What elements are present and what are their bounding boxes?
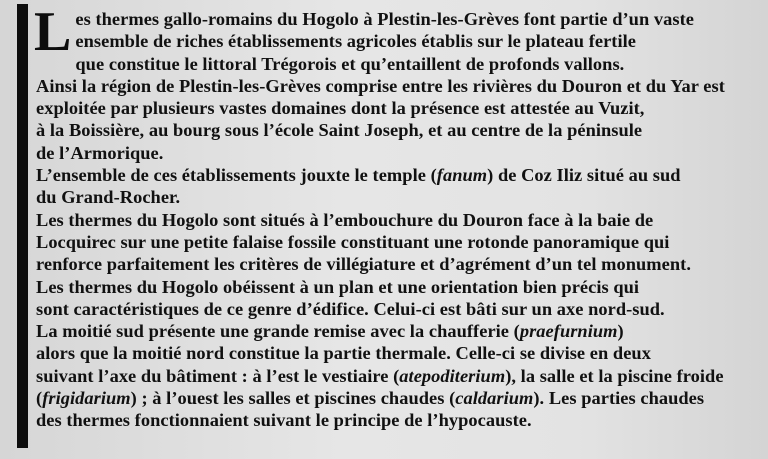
latin-term-frigidarium: frigidarium (42, 388, 131, 409)
text-line-19: des thermes fonctionnaient suivant le principe de l’hypocauste. (36, 410, 532, 431)
text-line-8 (36, 164, 756, 186)
latin-term-caldarium: caldarium (455, 388, 534, 409)
text-line-14: sont caractéristiques de ce genre d’édifice. Celui-ci est bâti sur un axe nord-sud. (36, 298, 665, 319)
text-line-4: Ainsi la région de Plestin-les-Grèves comprise entre les rivières du Douron et du Yar est (36, 75, 725, 96)
text-line-9: du Grand-Rocher. (36, 187, 181, 208)
text-line-3: que constitue le littoral Trégorois et qu’entaillent de profonds vallons. (75, 53, 625, 74)
text-fragment: La moitié sud présente une grande remise avec la chaufferie ( (36, 321, 520, 342)
drop-cap-letter: L (34, 1, 72, 63)
panel-text (34, 1, 756, 432)
text-line-13: Les thermes du Hogolo obéissent à un plan et une orientation bien précis qui (36, 276, 640, 297)
text-fragment: L’ensemble de ces établissements jouxte le temple ( (36, 165, 437, 186)
text-fragment: ). Les parties chaudes (533, 388, 705, 409)
text-line-5: exploitée par plusieurs vastes domaines dont la présence est attestée au Vuzit, (36, 98, 645, 119)
text-line-1: es thermes gallo-romains du Hogolo à Plestin-les-Grèves font partie d’un vaste (75, 9, 694, 29)
text-line-18 (36, 387, 756, 409)
latin-term-atepoditerium: atepoditerium (399, 365, 506, 386)
text-fragment: suivant l’axe du bâtiment : à l’est le vestiaire ( (36, 365, 400, 386)
text-line-10: Les thermes du Hogolo sont situés à l’embouchure du Douron face à la baie de (36, 209, 654, 230)
text-line-12: renforce parfaitement les critères de villégiature et d’agrément d’un tel monument. (36, 254, 691, 275)
text-line-11: Locquirec sur une petite falaise fossile constituant une rotonde panoramique qui (36, 231, 670, 252)
text-line-2: ensemble de riches établissements agricoles établis sur le plateau fertile (75, 31, 637, 52)
text-fragment: ), la salle et la piscine froide (505, 365, 724, 386)
text-fragment: ) (617, 321, 624, 342)
text-line-15 (36, 320, 756, 342)
text-fragment: ) ; à l’ouest les salles et piscines chaudes ( (130, 388, 456, 409)
text-line-7: de l’Armorique. (36, 142, 164, 163)
text-line-17 (36, 365, 756, 387)
text-line-6: à la Boissière, au bourg sous l’école Saint Joseph, et au centre de la péninsule (36, 120, 643, 141)
text-line-16: alors que la moitié nord constitue la partie thermale. Celle-ci se divise en deux (36, 343, 651, 364)
text-fragment: ) de Coz Iliz situé au sud (487, 165, 681, 186)
latin-term-praefurnium: praefurnium (519, 321, 618, 342)
vertical-black-rule (17, 4, 28, 448)
latin-term-fanum: fanum (436, 165, 488, 186)
opening-paragraph (34, 1, 756, 63)
text-fragment: ( (36, 388, 43, 409)
